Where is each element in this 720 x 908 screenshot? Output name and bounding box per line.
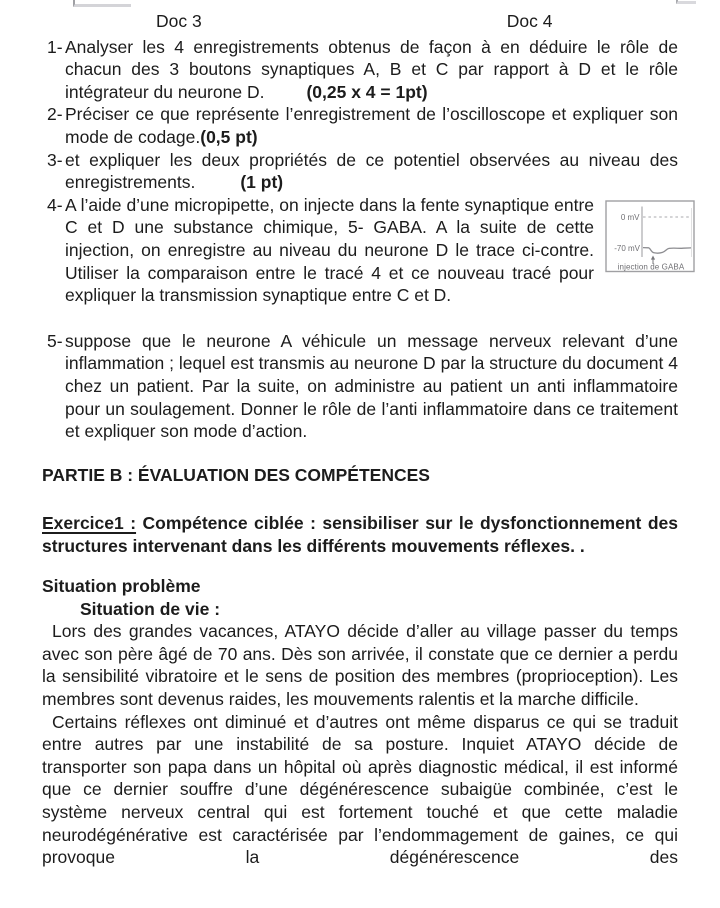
question-4-number: 4- — [47, 194, 63, 215]
exercice1-label: Exercice1 : — [42, 513, 137, 534]
question-2 — [42, 103, 678, 148]
situation-paragraph-1: Lors des grandes vacances, ATAYO décide d’aller au village passer du temps avec son père âgé de 70 ans. Dès son arrivée, il constate que ce dernier a perdu la sensibilité vibratoire et le sens de position des membres (proprioception). Les membres sont devenus raides, les mouvements ralentis et la marche difficile. — [42, 621, 678, 709]
situation-de-vie-heading: Situation de vie : — [80, 598, 221, 619]
figure-caption-injection-gaba: injection de GABA — [617, 262, 685, 272]
question-1-text: Analyser les 4 enregistrements obtenus de façon à en déduire le rôle de chacun des 3 boutons synaptiques A, B et C par rapport à D et le rôle intégrateur du neurone D. — [65, 36, 678, 102]
question-2-text: Préciser ce que représente l’enregistrement de l’oscilloscope et expliquer son mode de codage. — [65, 104, 678, 147]
membrane-potential-trace — [643, 247, 691, 253]
figure-captions-row — [42, 10, 678, 33]
doc3-caption: Doc 3 — [156, 11, 202, 31]
question-3-points: (1 pt) — [240, 172, 284, 193]
figure-border — [606, 201, 694, 272]
label-minus70mv: -70 mV — [614, 243, 640, 253]
question-4-text: A l’aide d’une micropipette, on injecte dans la fente synaptique entre C et D une substance chimique, 5- GABA. A la suite de cette injection, on enregistre au niveau du neurone D le trace ci-contre. Utiliser la comparaison entre le tracé 4 et ce nouveau tracé pour expliquer la transmission synaptique entre C et D. — [65, 194, 594, 306]
situation-paragraph-2: Certains réflexes ont diminué et d’autres ont même disparus ce qui se traduit entre autres par une instabilité de sa posture. Inquiet ATAYO décide de transporter son papa dans un hôpital où après diagnostic médical, il est informé que ce dernier souffre d’une dégénérescence subaigüe combinée, c’est le système nerveux central qui est fortement touché et que cette maladie neurodégénérative est caractérisée par l’endommagement de gaines, ce qui provoque la dégénérescence des — [42, 711, 678, 868]
question-5-number: 5- — [47, 330, 63, 351]
question-1 — [42, 36, 678, 104]
question-2-number: 2- — [47, 104, 63, 125]
partie-b-heading: PARTIE B : ÉVALUATION DES COMPÉTENCES — [42, 464, 430, 485]
question-3-number: 3- — [47, 149, 63, 170]
question-1-points: (0,25 x 4 = 1pt) — [306, 81, 428, 102]
question-5-text: suppose que le neurone A véhicule un message nerveux relevant d’une inflammation ; lequel est transmis au neurone D par la structure du document 4 chez un patient. Par la suite, on administre au patient un anti inflammatoire pour un soulagement. Donner le rôle de l’anti inflammatoire dans ce traitement et expliquer son mode d’action. — [65, 330, 678, 442]
gaba-recording-figure — [605, 200, 695, 273]
question-1-number: 1- — [47, 36, 63, 57]
question-5 — [42, 330, 678, 443]
question-3-text: et expliquer les deux propriétés de ce potentiel observées au niveau des enregistrements. — [65, 149, 678, 193]
injection-arrow-head — [651, 255, 655, 259]
cropped-figure-corner-left — [73, 0, 131, 7]
question-3 — [42, 149, 678, 194]
situation-probleme-heading: Situation problème — [42, 575, 201, 596]
cropped-figure-corner-right — [676, 0, 696, 4]
exercice1-paragraph — [42, 512, 678, 557]
doc4-caption: Doc 4 — [506, 11, 553, 31]
exercice1-competence-text: Compétence ciblée : sensibiliser sur le dysfonctionnement des structures intervenant dans les différents mouvements réflexes. . — [42, 513, 678, 556]
question-2-points: (0,5 pt) — [200, 126, 258, 147]
question-4 — [42, 194, 685, 307]
label-0mv: 0 mV — [620, 212, 640, 222]
